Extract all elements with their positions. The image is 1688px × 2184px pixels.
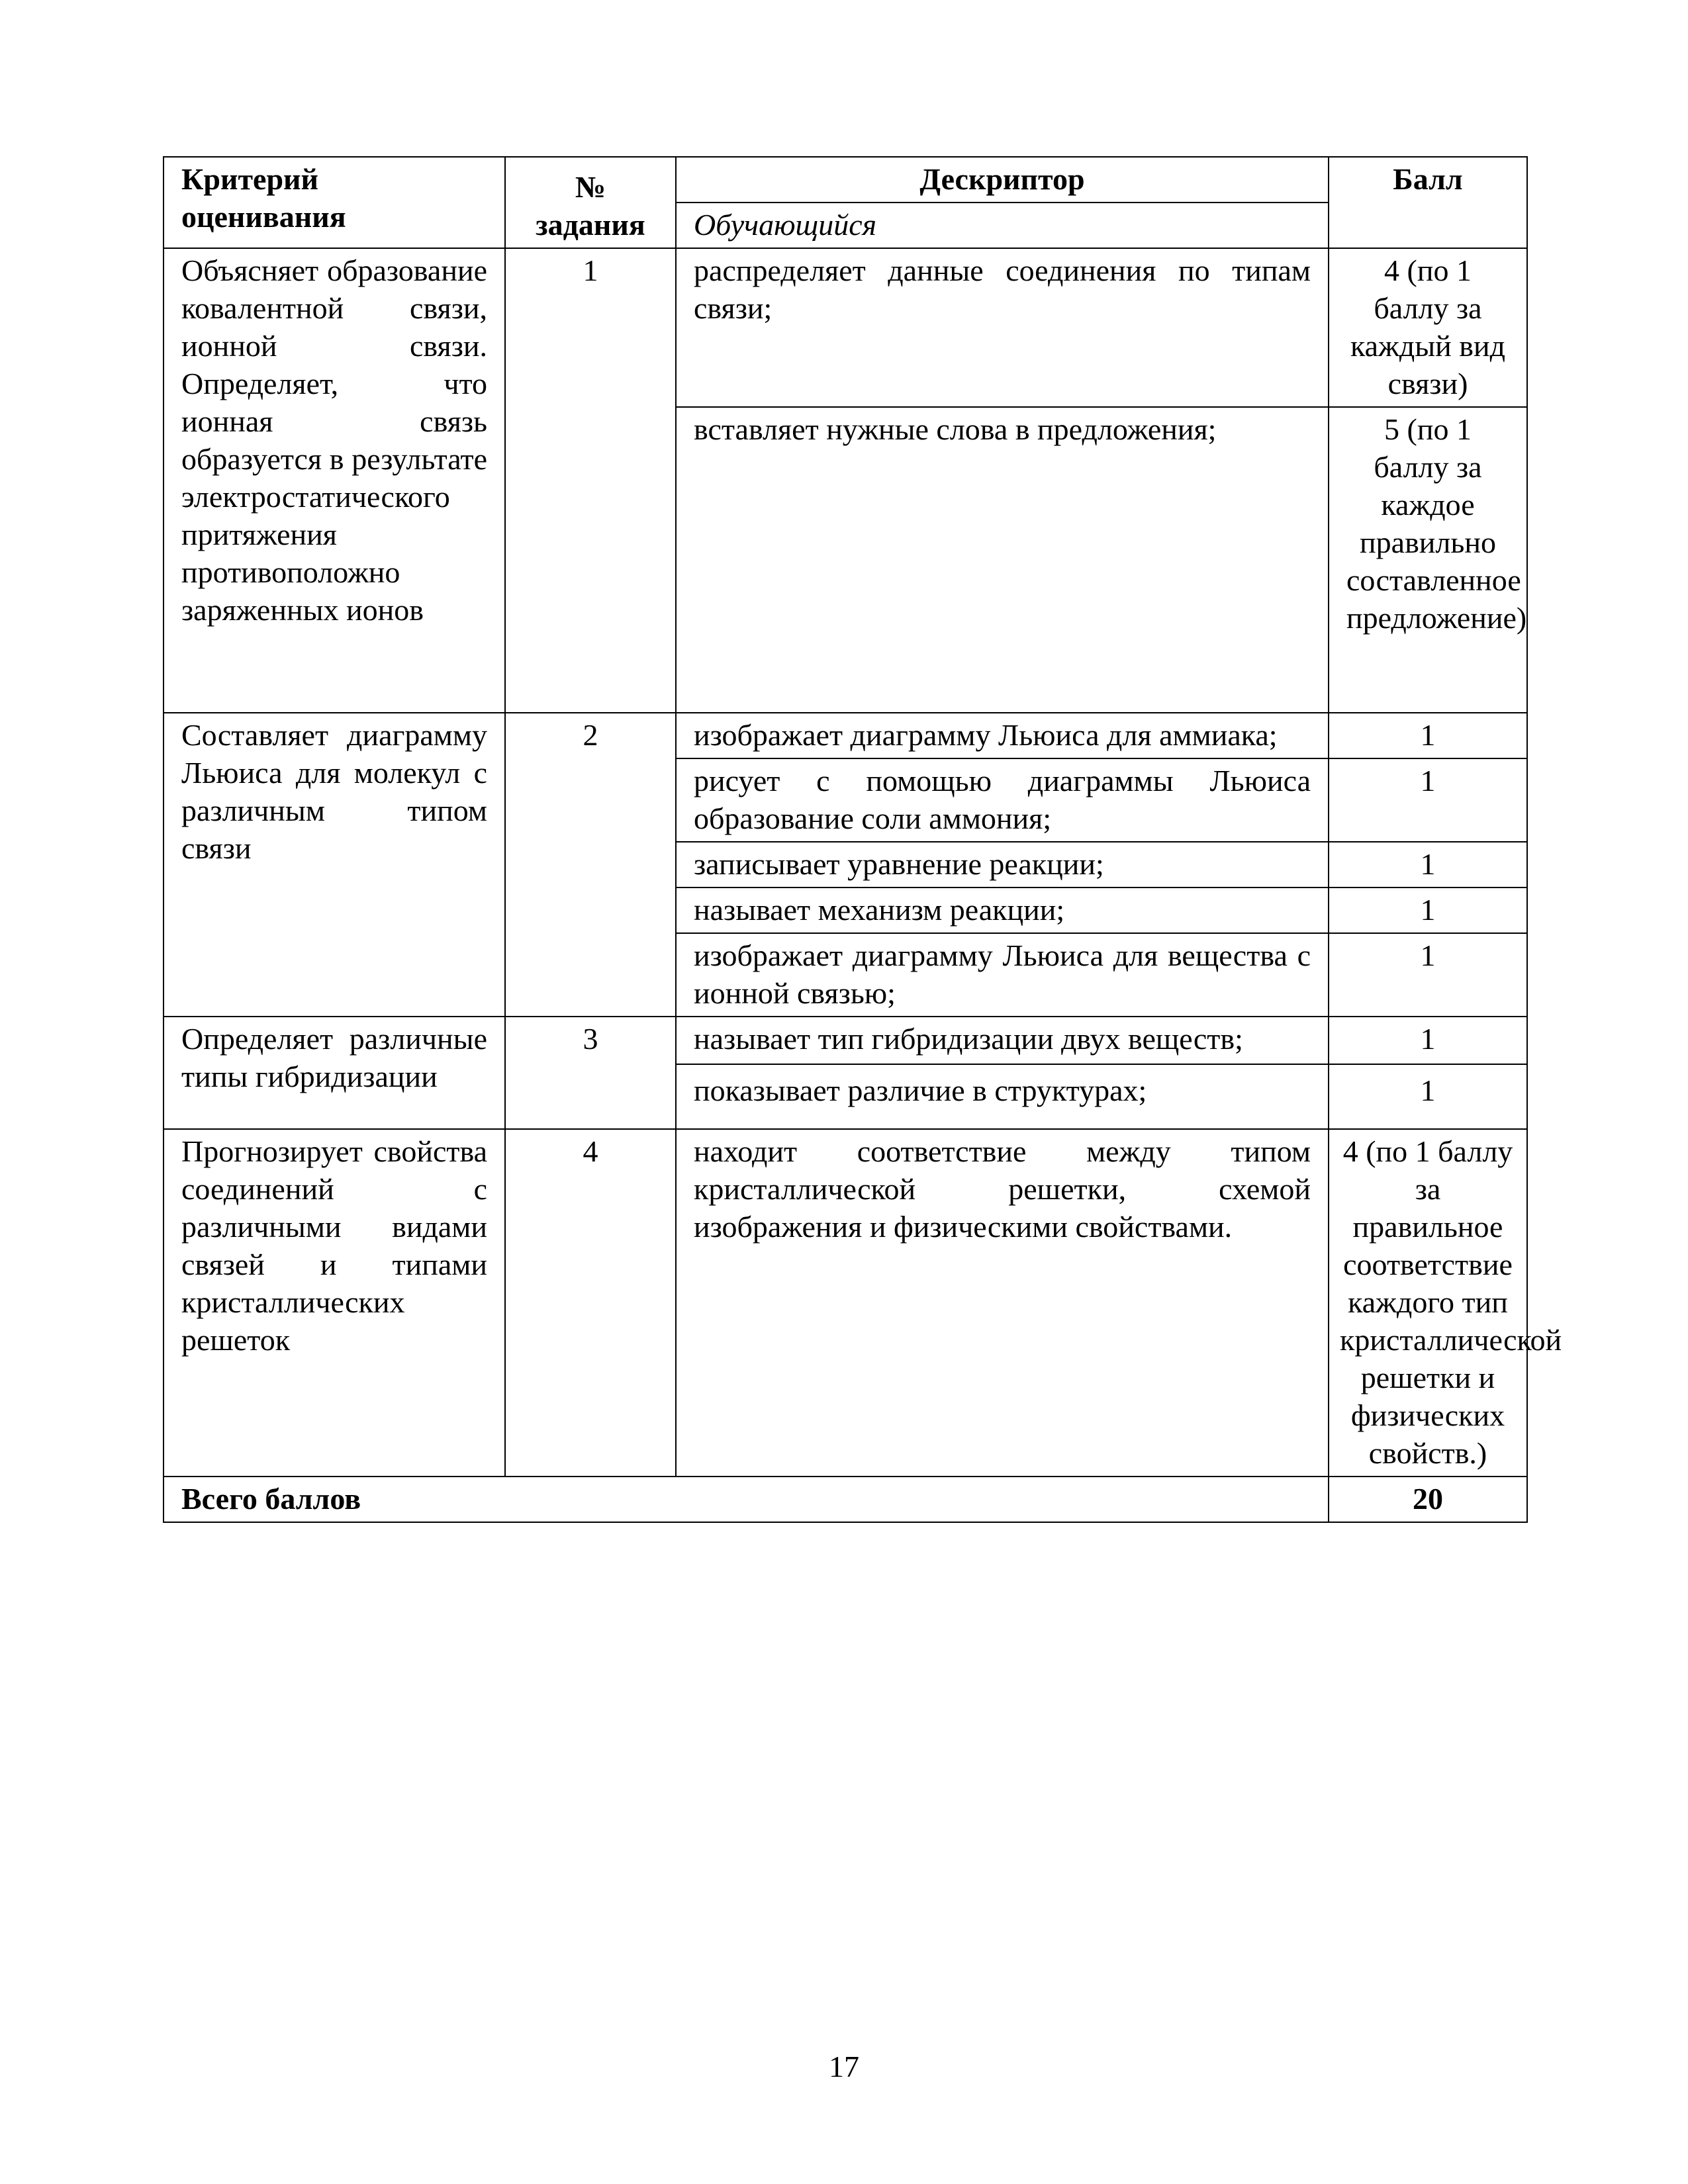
score-cell: 1	[1329, 1017, 1527, 1064]
score-cell: 5 (по 1 баллу за каждое правильно составленное предложение)	[1329, 407, 1527, 713]
descriptor-cell: записывает уравнение реакции;	[676, 842, 1329, 887]
descriptor-cell: изображает диаграмму Льюиса для вещества с ионной связью;	[676, 933, 1329, 1017]
total-value: 20	[1329, 1477, 1527, 1522]
score-cell: 1	[1329, 713, 1527, 758]
header-criterion: Критерий оценивания	[164, 157, 505, 248]
criterion-cell: Объясняет образование ковалентной связи, ионной связи. Определяет, что ионная связь образуется в результате электростатического притяжения противоположно заряженных ионов	[164, 248, 505, 713]
descriptor-cell: вставляет нужные слова в предложения;	[676, 407, 1329, 713]
descriptor-cell: распределяет данные соединения по типам связи;	[676, 248, 1329, 407]
assessment-page	[163, 156, 1562, 1523]
table-row	[164, 713, 1527, 758]
descriptor-cell: показывает различие в структурах;	[676, 1064, 1329, 1129]
header-score: Балл	[1329, 157, 1527, 248]
score-cell: 1	[1329, 933, 1527, 1017]
task-number-cell: 2	[505, 713, 676, 1017]
descriptor-cell: находит соответствие между типом кристаллической решетки, схемой изображения и физическими свойствами.	[676, 1129, 1329, 1477]
task-number-cell: 1	[505, 248, 676, 713]
total-row	[164, 1477, 1527, 1522]
score-cell: 4 (по 1 баллу за каждый вид связи)	[1329, 248, 1527, 407]
criterion-cell: Прогнозирует свойства соединений с различными видами связей и типами кристаллических решеток	[164, 1129, 505, 1477]
descriptor-cell: называет тип гибридизации двух веществ;	[676, 1017, 1329, 1064]
descriptor-cell: изображает диаграмму Льюиса для аммиака;	[676, 713, 1329, 758]
header-descriptor-sub: Обучающийся	[676, 203, 1329, 248]
score-cell: 1	[1329, 1064, 1527, 1129]
header-task-no: № задания	[505, 157, 676, 248]
criterion-cell: Определяет различные типы гибридизации	[164, 1017, 505, 1129]
descriptor-cell: называет механизм реакции;	[676, 887, 1329, 933]
task-number-cell: 3	[505, 1017, 676, 1129]
table-row	[164, 248, 1527, 407]
header-row	[164, 157, 1527, 203]
score-cell: 4 (по 1 баллу за правильное соответствие каждого тип кристаллической решетки и физических свойств.)	[1329, 1129, 1527, 1477]
task-number-cell: 4	[505, 1129, 676, 1477]
descriptor-cell: рисует с помощью диаграммы Льюиса образование соли аммония;	[676, 758, 1329, 842]
table-row	[164, 1017, 1527, 1064]
total-label: Всего баллов	[164, 1477, 1329, 1522]
page-number: 17	[829, 2050, 859, 2083]
score-cell: 1	[1329, 758, 1527, 842]
header-descriptor: Дескриптор	[676, 157, 1329, 203]
criterion-cell: Составляет диаграмму Льюиса для молекул с различным типом связи	[164, 713, 505, 1017]
assessment-table	[163, 156, 1562, 1523]
score-cell: 1	[1329, 842, 1527, 887]
score-cell: 1	[1329, 887, 1527, 933]
table-row	[164, 1129, 1527, 1477]
